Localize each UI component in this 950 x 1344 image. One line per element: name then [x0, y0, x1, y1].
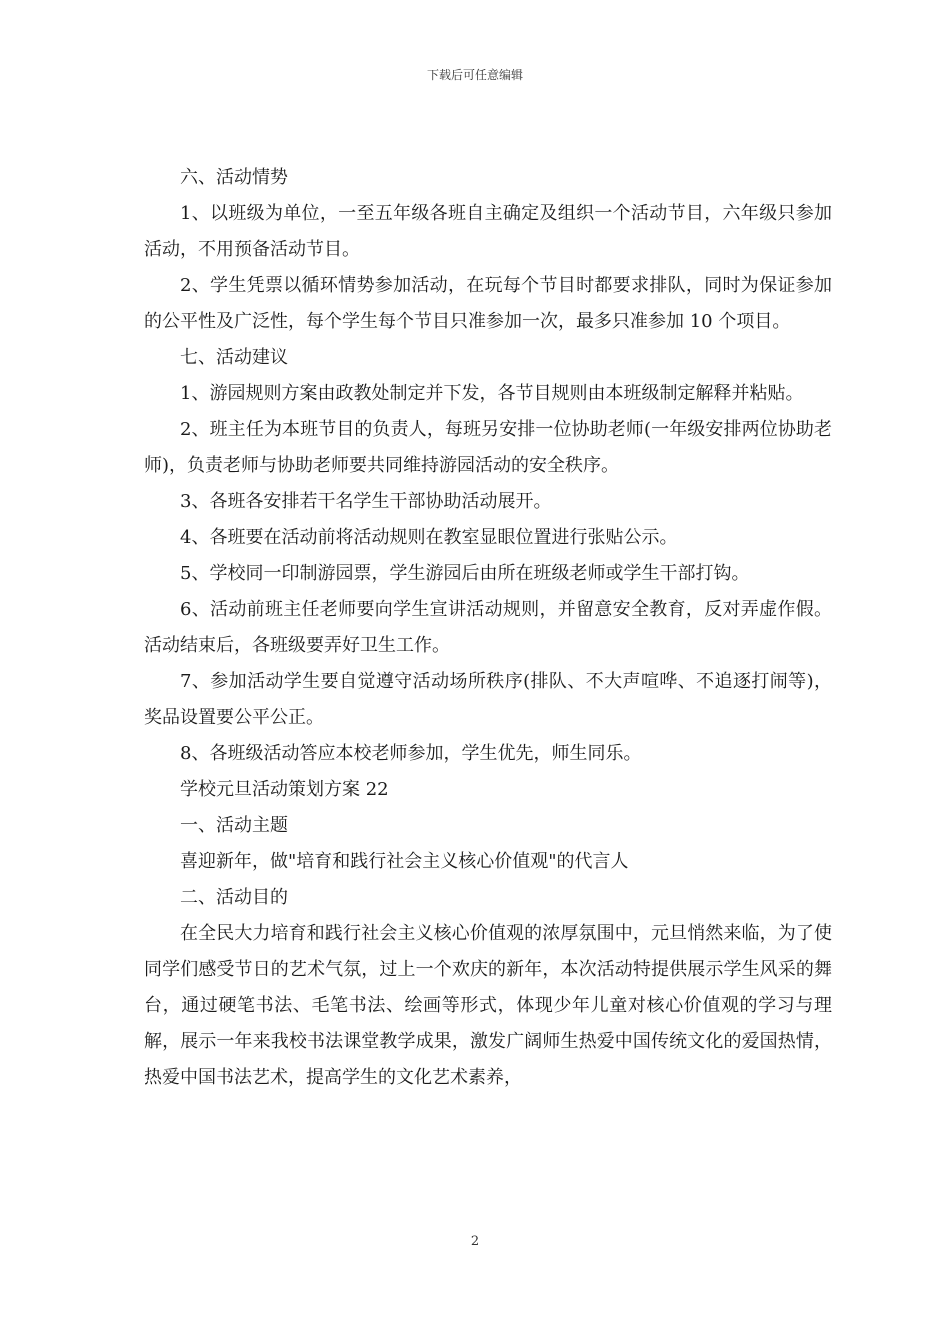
paragraph: 2、班主任为本班节目的负责人，每班另安排一位协助老师(一年级安排两位协助老师)，负责老师与协助老师要共同维持游园活动的安全秩序。: [144, 419, 832, 476]
plan-title: 学校元旦活动策划方案 22: [180, 779, 389, 800]
paragraph: 7、参加活动学生要自觉遵守活动场所秩序(排队、不大声喧哗、不追逐打闹等)，奖品设置要公平公正。: [144, 671, 832, 728]
paragraph: 4、各班要在活动前将活动规则在教室显眼位置进行张贴公示。: [180, 527, 678, 548]
paragraph: 在全民大力培育和践行社会主义核心价值观的浓厚氛围中，元旦悄然来临，为了使同学们感受节日的艺术气氛，过上一个欢庆的新年，本次活动特提供展示学生风采的舞台，通过硬笔书法、毛笔书法、绘画等形式，体现少年儿童对核心价值观的学习与理解，展示一年来我校书法课堂教学成果，激发广阔师生热爱中国传统文化的爱国热情，热爱中国书法艺术，提高学生的文化艺术素养，: [144, 923, 832, 1088]
paragraph: 1、以班级为单位，一至五年级各班自主确定及组织一个活动节目，六年级只参加活动，不用预备活动节目。: [144, 203, 832, 260]
paragraph: 喜迎新年，做"培育和践行社会主义核心价值观"的代言人: [180, 851, 629, 872]
section-heading-activity-suggestions: 七、活动建议: [180, 347, 288, 368]
document-body: [144, 160, 832, 1096]
section-heading-purpose: 二、活动目的: [180, 887, 288, 908]
section-heading-theme: 一、活动主题: [180, 815, 288, 836]
paragraph: 5、学校同一印制游园票，学生游园后由所在班级老师或学生干部打钩。: [180, 563, 750, 584]
page-number: 2: [470, 1234, 480, 1249]
section-heading-activity-format: 六、活动情势: [180, 167, 288, 188]
paragraph: 2、学生凭票以循环情势参加活动，在玩每个节目时都要求排队，同时为保证参加的公平性及广泛性，每个学生每个节目只准参加一次，最多只准参加 10 个项目。: [144, 275, 832, 332]
paragraph: 8、各班级活动答应本校老师参加，学生优先，师生同乐。: [180, 743, 642, 764]
paragraph: 6、活动前班主任老师要向学生宣讲活动规则，并留意安全教育，反对弄虚作假。活动结束后，各班级要弄好卫生工作。: [144, 599, 832, 656]
page-header: 下载后可任意编辑: [426, 68, 523, 82]
paragraph: 1、游园规则方案由政教处制定并下发，各节目规则由本班级制定解释并粘贴。: [180, 383, 804, 404]
paragraph: 3、各班各安排若干名学生干部协助活动展开。: [180, 491, 552, 512]
